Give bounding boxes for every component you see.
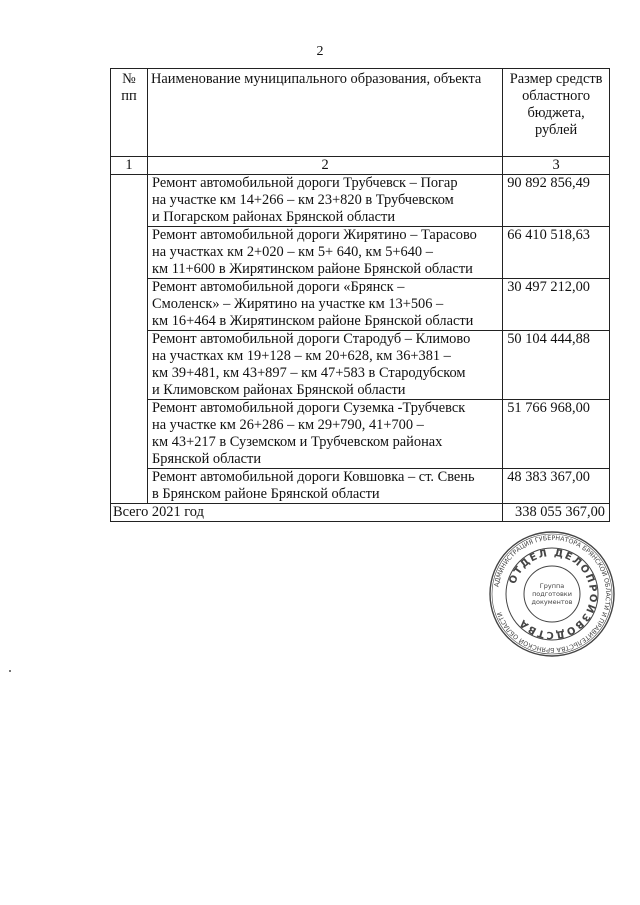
table-row <box>111 227 610 279</box>
amount-cell: 50 104 444,88 <box>503 331 610 400</box>
table-row <box>111 331 610 400</box>
header-num-text: № пп <box>121 71 137 104</box>
object-name-line: Ремонт автомобильной дороги Трубчевск – Погар <box>152 175 458 191</box>
page-number: 2 <box>316 44 324 59</box>
amount-cell: 51 766 968,00 <box>503 400 610 469</box>
object-name-line: на участках км 2+020 – км 5+ 640, км 5+640 – <box>152 244 433 260</box>
object-name-line: км 16+464 в Жирятинском районе Брянской области <box>152 313 474 329</box>
margin-mark <box>9 670 11 672</box>
amount-cell: 48 383 367,00 <box>503 469 610 504</box>
header-amount: Размер средств областного бюджета, рублей <box>503 69 610 157</box>
stamp-center-line: подготовки <box>532 590 572 598</box>
table-row <box>111 175 610 227</box>
amount-cell: 66 410 518,63 <box>503 227 610 279</box>
object-name-line: и Климовском районах Брянской области <box>152 382 406 398</box>
total-row <box>111 504 610 522</box>
object-name-cell <box>148 279 503 331</box>
amount-cell: 30 497 212,00 <box>503 279 610 331</box>
object-name-line: Ремонт автомобильной дороги Жирятино – Тарасово <box>152 227 477 243</box>
header-name: Наименование муниципального образования, объекта <box>148 69 503 157</box>
column-numbers-row <box>111 157 610 175</box>
stamp-outer-text: АДМИНИСТРАЦИЯ ГУБЕРНАТОРА БРЯНСКОЙ ОБЛАСТИ И ПРАВИТЕЛЬСТВА БРЯНСКОЙ ОБЛАСТИ <box>493 534 612 654</box>
object-name-line: Ремонт автомобильной дороги Ковшовка – ст. Свень <box>152 469 475 485</box>
object-name-line: Ремонт автомобильной дороги «Брянск – <box>152 279 405 295</box>
amount-cell: 90 892 856,49 <box>503 175 610 227</box>
stamp-middle-text: ОТДЕЛ ДЕЛОПРОИЗВОДСТВА <box>507 547 599 641</box>
object-name-line: км 39+481, км 43+897 – км 47+583 в Стародубском <box>152 365 466 381</box>
object-name-line: на участке км 26+286 – км 29+790, 41+700 – <box>152 417 424 433</box>
object-name-line: Смоленск» – Жирятино на участке км 13+506 – <box>152 296 444 312</box>
object-name-line: Брянской области <box>152 451 262 467</box>
table-row <box>111 400 610 469</box>
object-name-cell <box>148 227 503 279</box>
stamp-center-line: Группа <box>539 582 565 590</box>
object-name-line: Ремонт автомобильной дороги Стародуб – Климово <box>152 331 471 347</box>
row-number-cell <box>111 175 148 504</box>
table-header-row <box>111 69 610 157</box>
object-name-cell <box>148 400 503 469</box>
object-name-line: и Погарском районах Брянской области <box>152 209 396 225</box>
object-name-cell <box>148 469 503 504</box>
budget-table <box>110 68 610 522</box>
column-number-1: 1 <box>111 157 148 175</box>
table-row <box>111 279 610 331</box>
object-name-line: на участке км 14+266 – км 23+820 в Трубчевском <box>152 192 454 208</box>
official-stamp <box>488 530 616 658</box>
object-name-line: Ремонт автомобильной дороги Суземка -Трубчевск <box>152 400 466 416</box>
object-name-line: км 11+600 в Жирятинском районе Брянской области <box>152 261 473 277</box>
object-name-line: км 43+217 в Суземском и Трубчевском районах <box>152 434 443 450</box>
stamp-center-text <box>532 582 573 606</box>
column-number-2: 2 <box>148 157 503 175</box>
object-name-line: в Брянском районе Брянской области <box>152 486 380 502</box>
header-num <box>111 69 148 157</box>
total-amount: 338 055 367,00 <box>503 504 610 522</box>
object-name-line: на участках км 19+128 – км 20+628, км 36+381 – <box>152 348 451 364</box>
table-body <box>111 175 610 504</box>
object-name-cell <box>148 175 503 227</box>
stamp-graphic <box>488 530 616 658</box>
stamp-center-line: документов <box>531 598 573 606</box>
table-row <box>111 469 610 504</box>
object-name-cell <box>148 331 503 400</box>
total-label: Всего 2021 год <box>111 504 503 522</box>
column-number-3: 3 <box>503 157 610 175</box>
